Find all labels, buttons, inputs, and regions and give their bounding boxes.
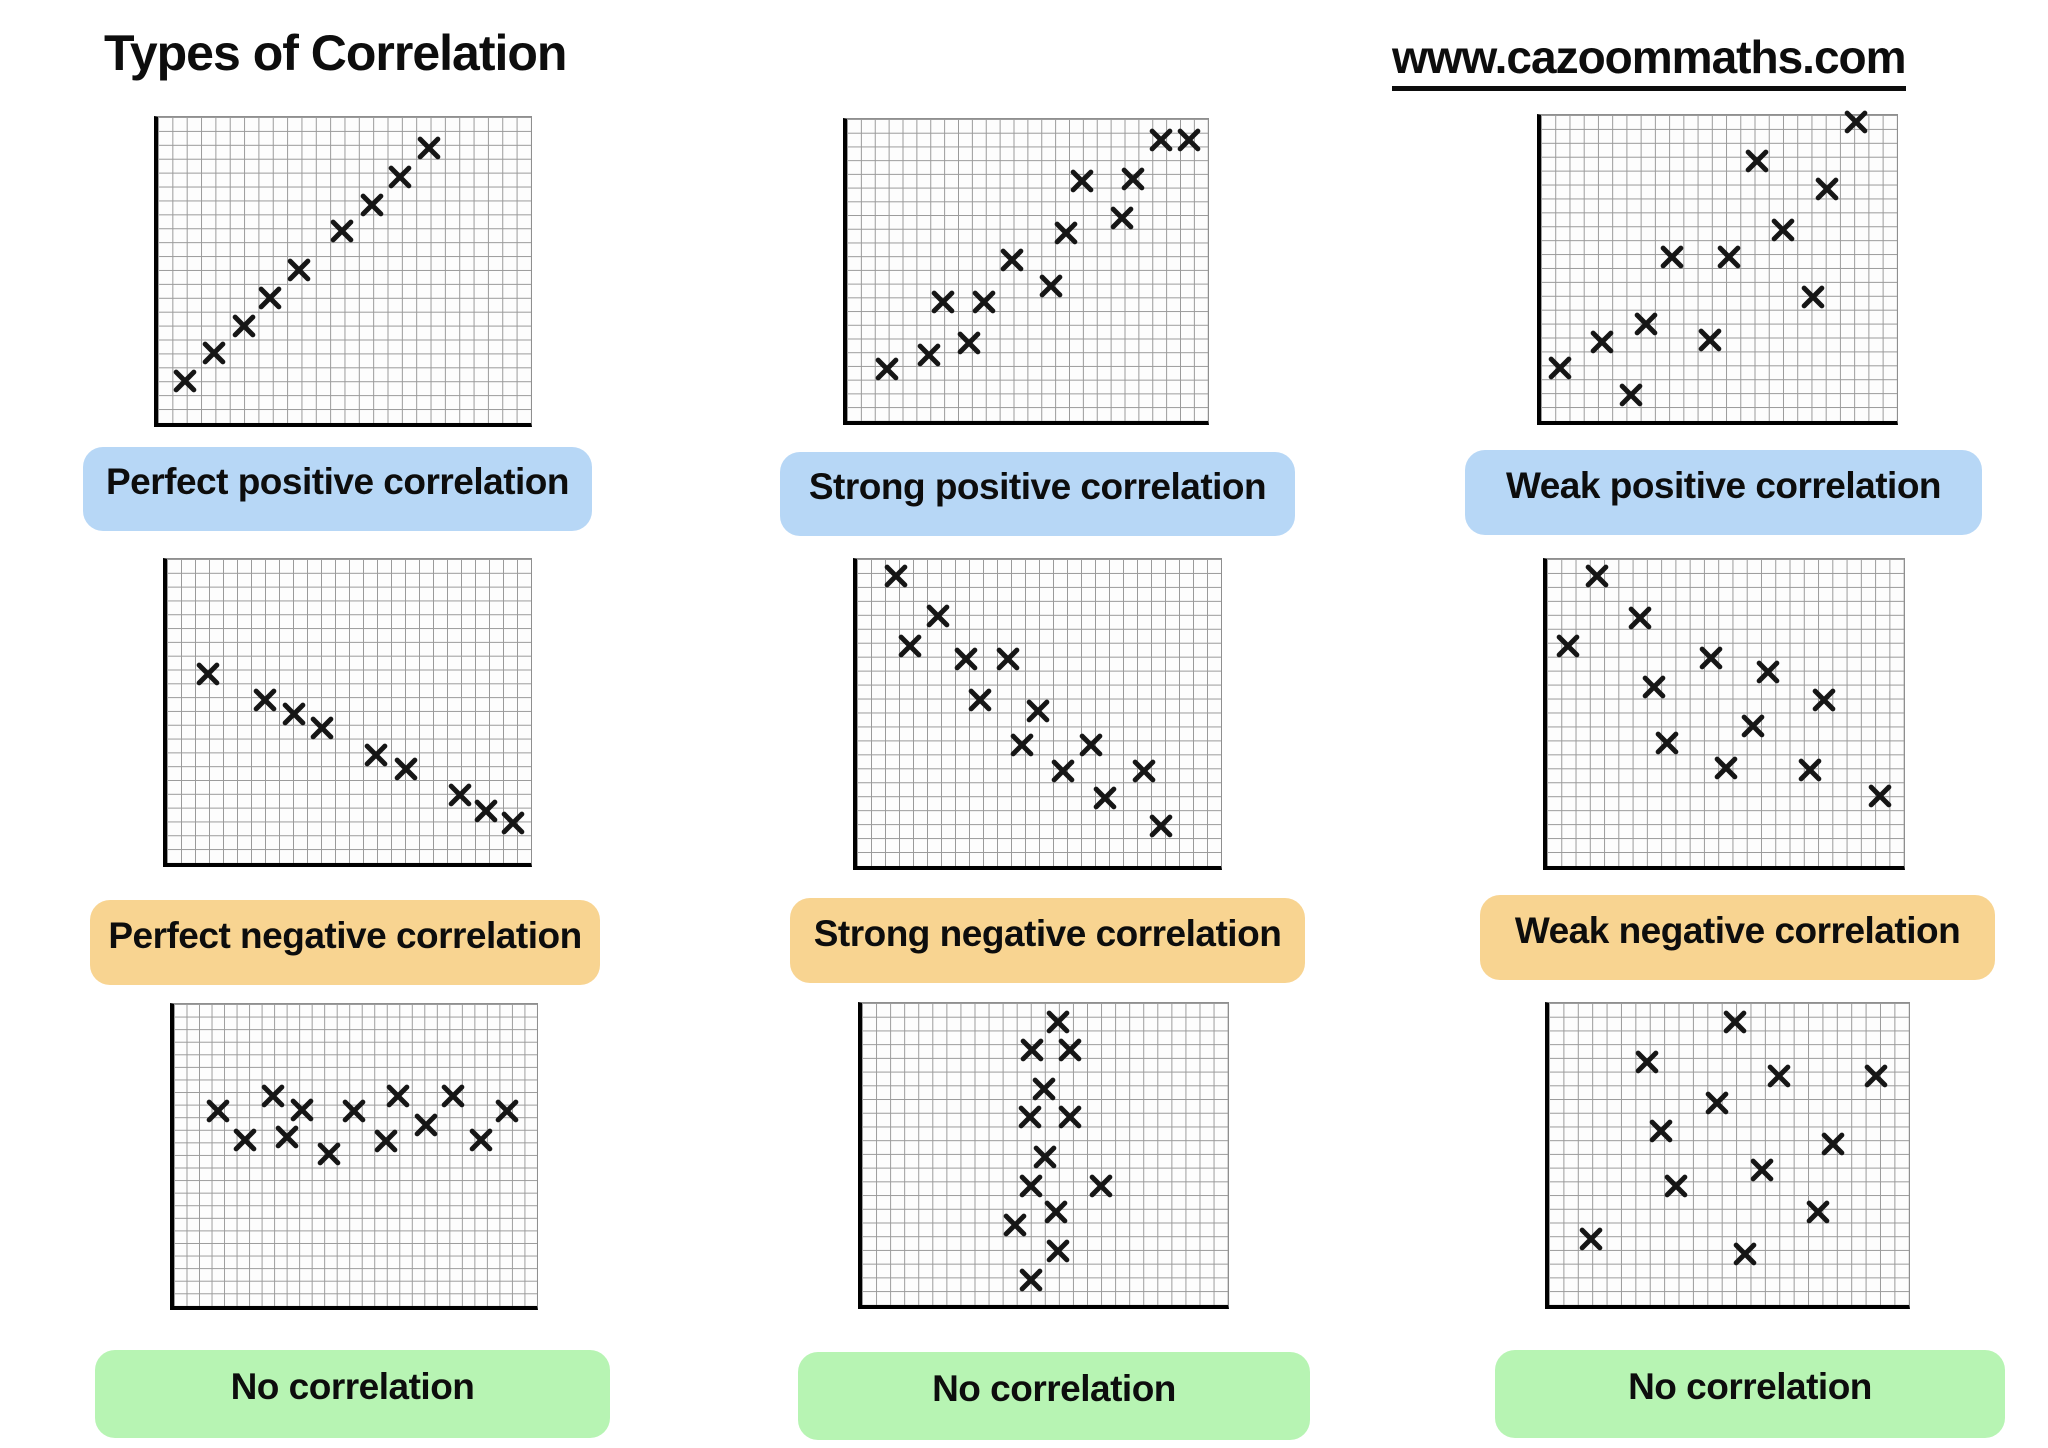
data-point-x-marker (956, 330, 982, 356)
data-point-x-marker (1053, 220, 1079, 246)
data-point-x-marker (341, 1098, 367, 1124)
data-point-x-marker (1766, 1063, 1792, 1089)
data-point-x-marker (1176, 127, 1202, 153)
data-point-x-marker (1009, 732, 1035, 758)
data-point-x-marker (1018, 1267, 1044, 1293)
data-point-x-marker (172, 368, 198, 394)
data-point-x-marker (1641, 674, 1667, 700)
data-point-x-marker (1749, 1157, 1775, 1183)
data-point-x-marker (1057, 1037, 1083, 1063)
data-point-x-marker (1797, 757, 1823, 783)
data-point-x-marker (1618, 382, 1644, 408)
data-point-x-marker (1863, 1063, 1889, 1089)
data-point-x-marker (447, 782, 473, 808)
data-point-x-marker (1697, 327, 1723, 353)
category-label-strong-negative-4: Strong negative correlation (790, 898, 1305, 983)
data-point-x-marker (468, 1127, 494, 1153)
data-point-x-marker (274, 1124, 300, 1150)
data-point-x-marker (1025, 698, 1051, 724)
data-point-x-marker (373, 1128, 399, 1154)
data-point-x-marker (1069, 168, 1095, 194)
category-label-none-8: No correlation (1495, 1350, 2005, 1438)
data-point-x-marker (897, 633, 923, 659)
data-point-x-marker (1704, 1090, 1730, 1116)
data-point-x-marker (1716, 244, 1742, 270)
data-point-x-marker (385, 1083, 411, 1109)
data-point-x-marker (1732, 1241, 1758, 1267)
data-point-x-marker (953, 646, 979, 672)
data-point-x-marker (359, 192, 385, 218)
data-point-x-marker (500, 810, 526, 836)
data-point-x-marker (1698, 645, 1724, 671)
data-point-x-marker (930, 289, 956, 315)
scatter-plot-none-6 (170, 1003, 538, 1310)
data-point-x-marker (440, 1083, 466, 1109)
data-point-x-marker (1659, 244, 1685, 270)
data-point-x-marker (201, 340, 227, 366)
scatter-plot-perfect-positive-0 (154, 116, 532, 427)
data-point-x-marker (473, 798, 499, 824)
data-point-x-marker (329, 218, 355, 244)
scatter-plot-strong-negative-4 (853, 558, 1222, 870)
data-point-x-marker (1032, 1144, 1058, 1170)
data-point-x-marker (494, 1098, 520, 1124)
data-point-x-marker (316, 1141, 342, 1167)
data-point-x-marker (1867, 783, 1893, 809)
scatter-plot-strong-positive-1 (843, 118, 1209, 425)
data-point-x-marker (1800, 284, 1826, 310)
data-point-x-marker (1045, 1009, 1071, 1035)
data-point-x-marker (1814, 176, 1840, 202)
page-title: Types of Correlation (104, 25, 567, 81)
data-point-x-marker (1589, 329, 1615, 355)
data-point-x-marker (967, 687, 993, 713)
category-label-weak-positive-2: Weak positive correlation (1465, 450, 1982, 535)
data-point-x-marker (1578, 1226, 1604, 1252)
category-label-none-7: No correlation (798, 1352, 1310, 1440)
data-point-x-marker (925, 603, 951, 629)
data-point-x-marker (1078, 732, 1104, 758)
scatter-plot-perfect-negative-3 (163, 558, 532, 867)
data-point-x-marker (916, 342, 942, 368)
data-point-x-marker (1088, 1173, 1114, 1199)
data-point-x-marker (1131, 758, 1157, 784)
scatter-plot-none-7 (858, 1002, 1229, 1309)
data-point-x-marker (1722, 1009, 1748, 1035)
data-point-x-marker (1038, 273, 1064, 299)
data-point-x-marker (1547, 355, 1573, 381)
data-point-x-marker (1148, 813, 1174, 839)
data-point-x-marker (971, 289, 997, 315)
data-point-x-marker (195, 661, 221, 687)
scatter-plot-weak-positive-2 (1537, 114, 1898, 425)
data-point-x-marker (874, 356, 900, 382)
data-point-x-marker (1017, 1104, 1043, 1130)
data-point-x-marker (413, 1112, 439, 1138)
category-label-strong-positive-1: Strong positive correlation (780, 452, 1295, 536)
data-point-x-marker (1820, 1131, 1846, 1157)
data-point-x-marker (1120, 166, 1146, 192)
data-point-x-marker (1654, 730, 1680, 756)
data-point-x-marker (1740, 713, 1766, 739)
data-point-x-marker (205, 1098, 231, 1124)
data-point-x-marker (232, 1127, 258, 1153)
category-label-weak-negative-5: Weak negative correlation (1480, 895, 1995, 980)
data-point-x-marker (257, 285, 283, 311)
data-point-x-marker (1744, 148, 1770, 174)
data-point-x-marker (1663, 1173, 1689, 1199)
data-point-x-marker (1713, 755, 1739, 781)
data-point-x-marker (252, 687, 278, 713)
data-point-x-marker (1627, 605, 1653, 631)
data-point-x-marker (1018, 1173, 1044, 1199)
category-label-perfect-positive-0: Perfect positive correlation (83, 447, 592, 531)
data-point-x-marker (1092, 785, 1118, 811)
data-point-x-marker (387, 164, 413, 190)
data-point-x-marker (1648, 1118, 1674, 1144)
data-point-x-marker (1057, 1104, 1083, 1130)
data-point-x-marker (1109, 205, 1135, 231)
data-point-x-marker (1555, 633, 1581, 659)
scatter-plot-weak-negative-5 (1543, 558, 1905, 870)
data-point-x-marker (1043, 1199, 1069, 1225)
data-point-x-marker (309, 715, 335, 741)
data-point-x-marker (416, 135, 442, 161)
data-point-x-marker (260, 1083, 286, 1109)
data-point-x-marker (995, 646, 1021, 672)
data-point-x-marker (1805, 1199, 1831, 1225)
data-point-x-marker (999, 247, 1025, 273)
website-link[interactable]: www.cazoommaths.com (1392, 30, 1906, 91)
data-point-x-marker (1770, 217, 1796, 243)
data-point-x-marker (883, 563, 909, 589)
data-point-x-marker (1843, 109, 1869, 135)
data-point-x-marker (286, 257, 312, 283)
data-point-x-marker (1633, 311, 1659, 337)
category-label-perfect-negative-3: Perfect negative correlation (90, 900, 600, 985)
data-point-x-marker (281, 701, 307, 727)
data-point-x-marker (1031, 1076, 1057, 1102)
data-point-x-marker (1755, 659, 1781, 685)
data-point-x-marker (1811, 687, 1837, 713)
data-point-x-marker (1634, 1049, 1660, 1075)
data-point-x-marker (1050, 758, 1076, 784)
data-point-x-marker (1019, 1037, 1045, 1063)
data-point-x-marker (1002, 1212, 1028, 1238)
data-point-x-marker (1584, 563, 1610, 589)
scatter-plot-none-8 (1545, 1002, 1910, 1309)
data-point-x-marker (289, 1097, 315, 1123)
data-point-x-marker (231, 313, 257, 339)
data-point-x-marker (1045, 1238, 1071, 1264)
data-point-x-marker (393, 756, 419, 782)
category-label-none-6: No correlation (95, 1350, 610, 1438)
data-point-x-marker (1148, 127, 1174, 153)
data-point-x-marker (363, 742, 389, 768)
